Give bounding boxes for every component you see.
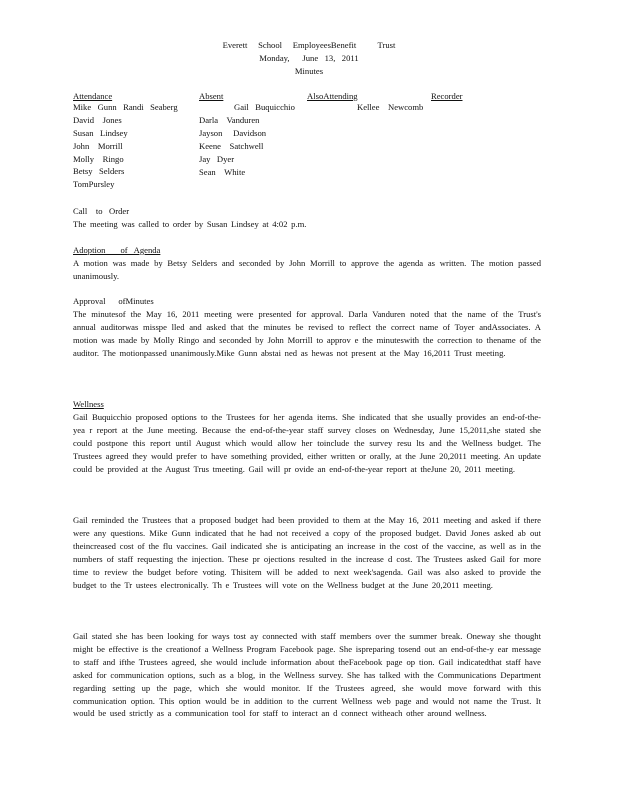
section-heading: Adoption of Agenda bbox=[73, 245, 161, 255]
attendee: Molly Ringo bbox=[73, 153, 124, 164]
section-body: A motion was made by Betsy Selders and seconded by John Morrill to approve the agenda as written. The motion passed unanimously. bbox=[73, 257, 541, 281]
attendee: TomPursley bbox=[73, 179, 115, 190]
section-heading: Call to Order bbox=[73, 206, 130, 216]
absent-heading: Absent bbox=[199, 91, 224, 101]
section-body: The meeting was called to order by Susan Lindsey at 4:02 p.m. bbox=[73, 218, 307, 229]
approval-section bbox=[73, 295, 541, 360]
document-subtitle: Minutes bbox=[294, 66, 324, 76]
wellness-facebook-section bbox=[73, 630, 541, 720]
recorder-person: Kellee Newcomb bbox=[357, 102, 424, 112]
attendee: David Jones bbox=[73, 114, 122, 125]
document-title: Everett School EmployeesBenefit Trust bbox=[222, 40, 396, 50]
call-to-order-section bbox=[73, 205, 541, 231]
absentee: Jayson Davidson bbox=[199, 127, 267, 138]
absentee: Sean White bbox=[199, 166, 246, 177]
section-heading: Approval ofMinutes bbox=[73, 296, 154, 306]
attendance-list bbox=[73, 101, 178, 191]
attendee: Susan Lindsey bbox=[73, 127, 128, 138]
wellness-budget-section bbox=[73, 514, 541, 591]
section-heading: Wellness bbox=[73, 399, 104, 409]
meeting-date: Monday, June 13, 2011 bbox=[259, 53, 359, 63]
attendance-heading: Attendance bbox=[73, 91, 113, 101]
attendee: Mike Gunn Randi Seaberg bbox=[73, 102, 178, 112]
absentee: Darla Vanduren bbox=[199, 115, 260, 125]
wellness-section bbox=[73, 398, 541, 475]
attendee: Betsy Selders bbox=[73, 166, 125, 177]
attendee: John Morrill bbox=[73, 140, 123, 151]
absentee: Jay Dyer bbox=[199, 153, 235, 164]
absentee: Keene Satchwell bbox=[199, 140, 264, 151]
wellness-paragraph: Gail reminded the Trustees that a proposed budget had been provided to them at the May 16, 2011 meeting and asked if there were any questions. Mike Gunn indicated that he had not received a copy of the proposed budget. David Jones asked ab out theincreased cost of the flu vaccines. Gail indicated she is anticipating an increase in the cost of the vaccine, as well as in the numbers of staff requesting the injection. These pr ojections resulted in the increase d cost. The Trustees asked Gail for more time to review the budget before voting. Thisitem will be added to next week'sagenda. Gail was also asked to provide the budget to the Tr ustees electronically. Th e Trustees will vote on the Wellness budget at the June 20,2011 meeting. bbox=[73, 515, 541, 590]
adoption-section bbox=[73, 244, 541, 283]
wellness-paragraph: Gail Buquicchio proposed options to the Trustees for her agenda items. She indicated that she usually provides an end-of-the-yea r report at the June meeting. Because the end-of-the-year staff survey closes on Wednesday, June 15,2011,she stated she could postpone this report until August which would allow her toinclude the survey resu lts and the Wellness budget. The Trustees agreed they would prefer to have something provided, either written or orally, at the June 20,2011 meeting. An update could be provided at the August Trus tmeeting. Gail will pr ovide an end-of-the-year report at theJune 20, 2011 meeting. bbox=[73, 411, 541, 474]
recorder-list bbox=[357, 101, 423, 114]
recorder-heading: Recorder bbox=[431, 91, 463, 101]
section-body: The minutesof the May 16, 2011 meeting were presented for approval. Darla Vanduren noted that the name of the Trust's annual auditorwas misspe lled and asked that the minutes be revised to reflect the correct name of Toyer andAssociates. A motion was made by Molly Ringo and seconded by John Morrill to approv e the minuteswith the correction to thename of the auditor. The motionpassed unanimously.Mike Gunn abstai ned as hewas not present at the May 16,2011 Trust meeting. bbox=[73, 308, 541, 358]
absent-list bbox=[199, 114, 266, 178]
also-attending-list bbox=[234, 101, 295, 114]
wellness-paragraph: Gail stated she has been looking for ways tost ay connected with staff members over the summer break. Oneway she thought might be effective is the creationof a Wellness Program Facebook page. She ispreparing tosend out an end-of-the-y ear message to staff and ifthe Trustees agreed, she would include information about theFacebook page op tion. Gail indicatedthat staff have asked for communication options, such as a blog, in the Wellness survey. She has talked with the Communications Department regarding setting up the page, which she would monitor. If the Trustees agreed, she would move forward with this communication option. This option would be in addition to the current Wellness web page and would not name the Trust. It would be used strictly as a communication tool for staff to interact an d connect witheach other around wellness. bbox=[73, 631, 541, 719]
also-attending-person: Gail Buquicchio bbox=[234, 102, 295, 112]
also-attending-heading: AlsoAttending bbox=[307, 91, 358, 101]
